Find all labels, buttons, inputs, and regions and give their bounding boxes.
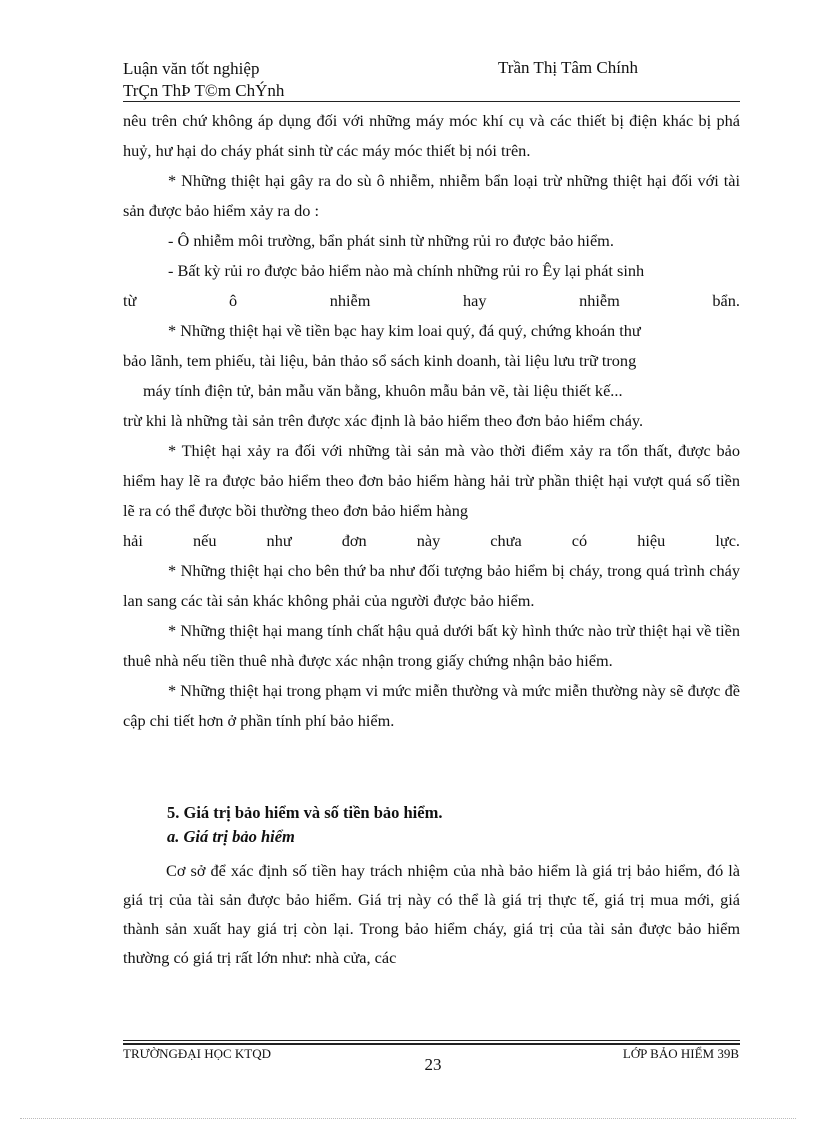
paragraph: * Những thiệt hại cho bên thứ ba như đối tượng bảo hiểm bị cháy, trong quá trình cháy lan sang các tài sản khác không phải của người được bảo hiểm. bbox=[123, 561, 740, 610]
paragraph: trừ khi là những tài sản trên được xác định là bảo hiểm theo đơn bảo hiểm cháy. bbox=[123, 411, 644, 430]
paragraph: từ ô nhiễm hay nhiễm bẩn. bbox=[123, 291, 740, 310]
paragraph: * Thiệt hại xảy ra đối với những tài sản mà vào thời điểm xảy ra tổn thất, được bảo hiểm hay lẽ ra được bảo hiểm theo đơn bảo hiểm hàng hải trừ phần thiệt hại vượt quá số tiền lẽ ra có thể được bồi thường theo đơn bảo hiểm hàng bbox=[123, 441, 740, 520]
paragraph: - Bất kỳ rủi ro được bảo hiểm nào mà chính những rủi ro Êy lại phát sinh bbox=[168, 261, 645, 280]
paragraph: * Những thiệt hại gây ra do sù ô nhiễm, nhiễm bẩn loại trừ những thiệt hại đối với tài sản được bảo hiểm xảy ra do : bbox=[123, 171, 740, 220]
paragraph: * Những thiệt hại trong phạm vi mức miễn thường và mức miễn thường này sẽ được đề cập chi tiết hơn ở phần tính phí bảo hiểm. bbox=[123, 681, 740, 730]
footer-university: TRƯỜNGĐẠI HỌC KTQD bbox=[123, 1046, 272, 1061]
paragraph: - Ô nhiễm môi trường, bẩn phát sinh từ những rủi ro được bảo hiểm. bbox=[168, 231, 614, 250]
footer-class: LỚP BẢO HIỂM 39B bbox=[622, 1046, 739, 1061]
document-body bbox=[123, 106, 740, 736]
author-name: Trần Thị Tâm Chính bbox=[498, 58, 638, 77]
paragraph: bảo lãnh, tem phiếu, tài liệu, bản thảo sổ sách kinh doanh, tài liệu lưu trữ trong bbox=[123, 351, 637, 370]
paragraph: hải nếu như đơn này chưa có hiệu lực. bbox=[123, 531, 740, 550]
header-rule bbox=[123, 101, 740, 102]
paragraph: máy tính điện tử, bản mẫu văn bằng, khuôn mẫu bản vẽ, tài liệu thiết kế... bbox=[143, 381, 623, 400]
paragraph: * Những thiệt hại về tiền bạc hay kim loai quý, đá quý, chứng khoán thư bbox=[168, 321, 641, 340]
thesis-label: Luận văn tốt nghiệp bbox=[123, 59, 260, 78]
page-number: 23 bbox=[424, 1055, 442, 1074]
footer-rule-thick bbox=[123, 1043, 740, 1045]
author-name-garbled: TrÇn ThÞ T©m ChÝnh bbox=[123, 81, 285, 100]
section-body bbox=[123, 856, 740, 972]
footer-rule-thin bbox=[123, 1040, 740, 1041]
paragraph: * Những thiệt hại mang tính chất hậu quả dưới bất kỳ hình thức nào trừ thiệt hại về tiền thuê nhà nếu tiền thuê nhà được xác nhận trong giấy chứng nhận bảo hiểm. bbox=[123, 621, 740, 670]
paragraph: nêu trên chứ không áp dụng đối với những máy móc khí cụ và các thiết bị điện khác bị phá huỷ, hư hại do cháy phát sinh từ các máy móc thiết bị nói trên. bbox=[123, 111, 740, 160]
paragraph: Cơ sở để xác định số tiền hay trách nhiệm của nhà bảo hiểm là giá trị bảo hiểm, đó là giá trị của tài sản được bảo hiểm. Giá trị này có thể là giá trị thực tế, giá trị mua mới, giá thành sản xuất hay giá trị còn lại. Trong bảo hiểm cháy, giá trị của tài sản được bảo hiểm thường có giá trị rất lớn như: nhà cửa, các bbox=[123, 861, 740, 967]
section-heading-block bbox=[167, 801, 442, 849]
page-edge-dotted-line bbox=[20, 1118, 796, 1119]
section-heading: 5. Giá trị bảo hiểm và số tiền bảo hiểm. bbox=[167, 803, 443, 822]
section-subheading: a. Giá trị bảo hiểm bbox=[167, 827, 295, 846]
header-left bbox=[123, 58, 284, 102]
